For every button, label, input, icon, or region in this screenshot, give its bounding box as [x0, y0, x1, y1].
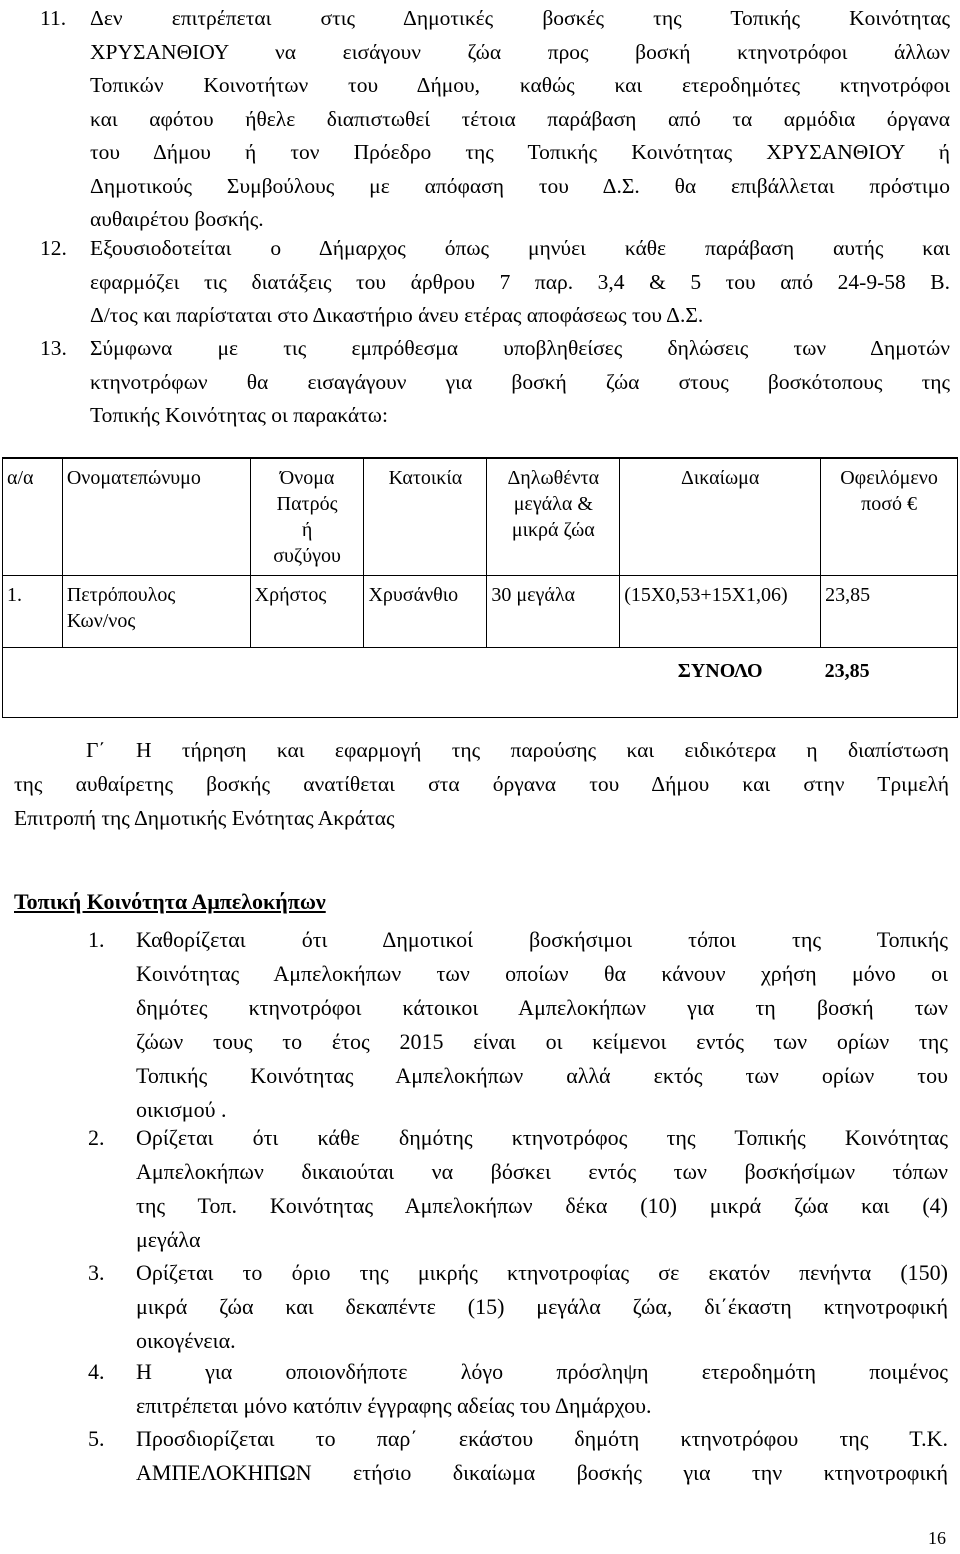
- text-line: της αυθαίρετης βοσκής ανατίθεται στα όργανα του Δήμου και στην Τριμελή: [14, 772, 949, 796]
- header-declared-animals: Δηλωθέντα μεγάλα & μικρά ζώα: [487, 458, 620, 576]
- numbered-paragraph: [40, 232, 950, 333]
- text-line: Αμπελοκήπων δικαιούται να βόσκει εντός των βοσκήσίμων τόπων: [136, 1159, 948, 1184]
- cell-amount-owed: 23,85: [821, 576, 958, 648]
- header-fee: Δικαίωμα: [620, 458, 821, 576]
- text-line: και αφότου ήθελε διαπιστωθεί τέτοια παράβαση από τα αρμόδια όργανα: [90, 106, 950, 131]
- paragraph-number: 12.: [40, 236, 67, 260]
- table-header-row: [3, 458, 958, 576]
- cell-name: Πετρόπουλος Κων/νος: [62, 576, 250, 648]
- text-line: εφαρμόζει τις διατάξεις του άρθρου 7 παρ. 3,4 & 5 του από 24-9-58 Β.: [90, 269, 950, 294]
- total-value: 23,85: [821, 648, 958, 718]
- text-line: δημότες κτηνοτρόφοι κάτοικοι Αμπελοκήπων για τη βοσκή των: [136, 995, 948, 1020]
- text-line: οικισμού .: [136, 1097, 227, 1122]
- text-line: Γ΄ Η τήρηση και εφαρμογή της παρούσης και ειδικότερα η διαπίστωση: [86, 738, 949, 762]
- paragraph-number: 11.: [40, 6, 67, 30]
- text-line: Ορίζεται το όριο της μικρής κτηνοτροφίας σε εκατόν πενήντα (150): [136, 1260, 948, 1285]
- text-line: Ορίζεται ότι κάθε δημότης κτηνοτρόφος της Τοπικής Κοινότητας: [136, 1125, 948, 1150]
- section-heading: Τοπική Κοινότητα Αμπελοκήπων: [14, 889, 326, 914]
- cell-father-name: Χρήστος: [250, 576, 364, 648]
- text-line: Δημοτικούς Συμβούλους με απόφαση του Δ.Σ. θα επιβάλλεται πρόστιμο: [90, 173, 950, 198]
- cell-declared-animals: 30 μεγάλα: [487, 576, 620, 648]
- text-line: ζώων τους το έτος 2015 είναι οι κείμενοι εντός των ορίων της: [136, 1029, 948, 1054]
- page-number: 16: [928, 1528, 946, 1548]
- list-item: [88, 1121, 948, 1257]
- table-total-row: [3, 648, 958, 718]
- numbered-paragraph: [40, 2, 950, 237]
- paragraph-g: [14, 733, 949, 835]
- cell-aa: 1.: [3, 576, 63, 648]
- list-number: 4.: [88, 1359, 105, 1384]
- list-number: 1.: [88, 927, 105, 952]
- paragraph-number: 13.: [40, 336, 67, 360]
- text-line: Δ/τος και παρίσταται στο Δικαστήριο άνευ ετέρας αποφάσεως του Δ.Σ.: [90, 303, 704, 327]
- text-line: οικογένεια.: [136, 1328, 236, 1353]
- table-row: [3, 576, 958, 648]
- cell-residence: Χρυσάνθιο: [364, 576, 487, 648]
- cell-fee: (15Χ0,53+15Χ1,06): [620, 576, 821, 648]
- list-item: [88, 1256, 948, 1358]
- text-line: κτηνοτρόφων θα εισαγάγουν για βοσκή ζώα στους βοσκότοπους της: [90, 369, 950, 394]
- list-number: 5.: [88, 1426, 105, 1451]
- list-item: [88, 1355, 948, 1423]
- header-father-name: Όνομα Πατρός ή συζύγου: [250, 458, 364, 576]
- header-name: Ονοματεπώνυμο: [62, 458, 250, 576]
- livestock-table: [2, 457, 958, 718]
- text-line: Σύμφωνα με τις εμπρόθεσμα υποβληθείσες δηλώσεις των Δημοτών: [90, 336, 950, 360]
- total-label: ΣΥΝΟΛΟ: [620, 648, 821, 718]
- header-aa: α/α: [3, 458, 63, 576]
- text-line: Τοπικής Κοινότητας οι παρακάτω:: [90, 403, 388, 427]
- text-line: μεγάλα: [136, 1227, 201, 1252]
- text-line: Προσδιορίζεται το παρ΄ εκάστου δημότη κτηνοτρόφου της Τ.Κ.: [136, 1426, 948, 1451]
- text-line: Η για οποιονδήποτε λόγο πρόσληψη ετεροδημότη ποιμένος: [136, 1359, 948, 1384]
- text-line: της Τοπ. Κοινότητας Αμπελοκήπων δέκα (10) μικρά ζώα και (4): [136, 1193, 948, 1218]
- header-amount-owed: Οφειλόμενο ποσό €: [821, 458, 958, 576]
- text-line: Τοπικής Κοινότητας Αμπελοκήπων αλλά εκτός των ορίων του: [136, 1063, 948, 1088]
- numbered-paragraph: [40, 332, 950, 433]
- text-line: ΑΜΠΕΛΟΚΗΠΩΝ ετήσιο δικαίωμα βοσκής για την κτηνοτροφική: [136, 1460, 948, 1485]
- text-line: Καθορίζεται ότι Δημοτικοί βοσκήσιμοι τόποι της Τοπικής: [136, 927, 948, 952]
- text-line: Δεν επιτρέπεται στις Δημοτικές βοσκές της Τοπικής Κοινότητας: [90, 6, 950, 30]
- list-item: [88, 923, 948, 1127]
- text-line: Επιτροπή της Δημοτικής Ενότητας Ακράτας: [14, 806, 395, 830]
- text-line: του Δήμου ή τον Πρόεδρο της Τοπικής Κοινότητας ΧΡΥΣΑΝΘΙΟΥ ή: [90, 140, 950, 164]
- list-number: 2.: [88, 1125, 105, 1150]
- text-line: μικρά ζώα και δεκαπέντε (15) μεγάλα ζώα, δι΄έκαστη κτηνοτροφική: [136, 1294, 948, 1319]
- list-number: 3.: [88, 1260, 105, 1285]
- text-line: ΧΡΥΣΑΝΘΙΟΥ να εισάγουν ζώα προς βοσκή κτηνοτρόφοι άλλων: [90, 39, 950, 64]
- text-line: αυθαιρέτου βοσκής.: [90, 207, 264, 231]
- header-residence: Κατοικία: [364, 458, 487, 576]
- text-line: Κοινότητας Αμπελοκήπων των οποίων θα κάνουν χρήση μόνο οι: [136, 961, 948, 986]
- text-line: επιτρέπεται μόνο κατόπιν έγγραφης αδείας του Δημάρχου.: [136, 1393, 652, 1418]
- text-line: Τοπικών Κοινοτήτων του Δήμου, καθώς και ετεροδημότες κτηνοτρόφοι: [90, 73, 950, 97]
- text-line: Εξουσιοδοτείται ο Δήμαρχος όπως μηνύει κάθε παράβαση αυτής και: [90, 236, 950, 260]
- list-item: [88, 1422, 948, 1490]
